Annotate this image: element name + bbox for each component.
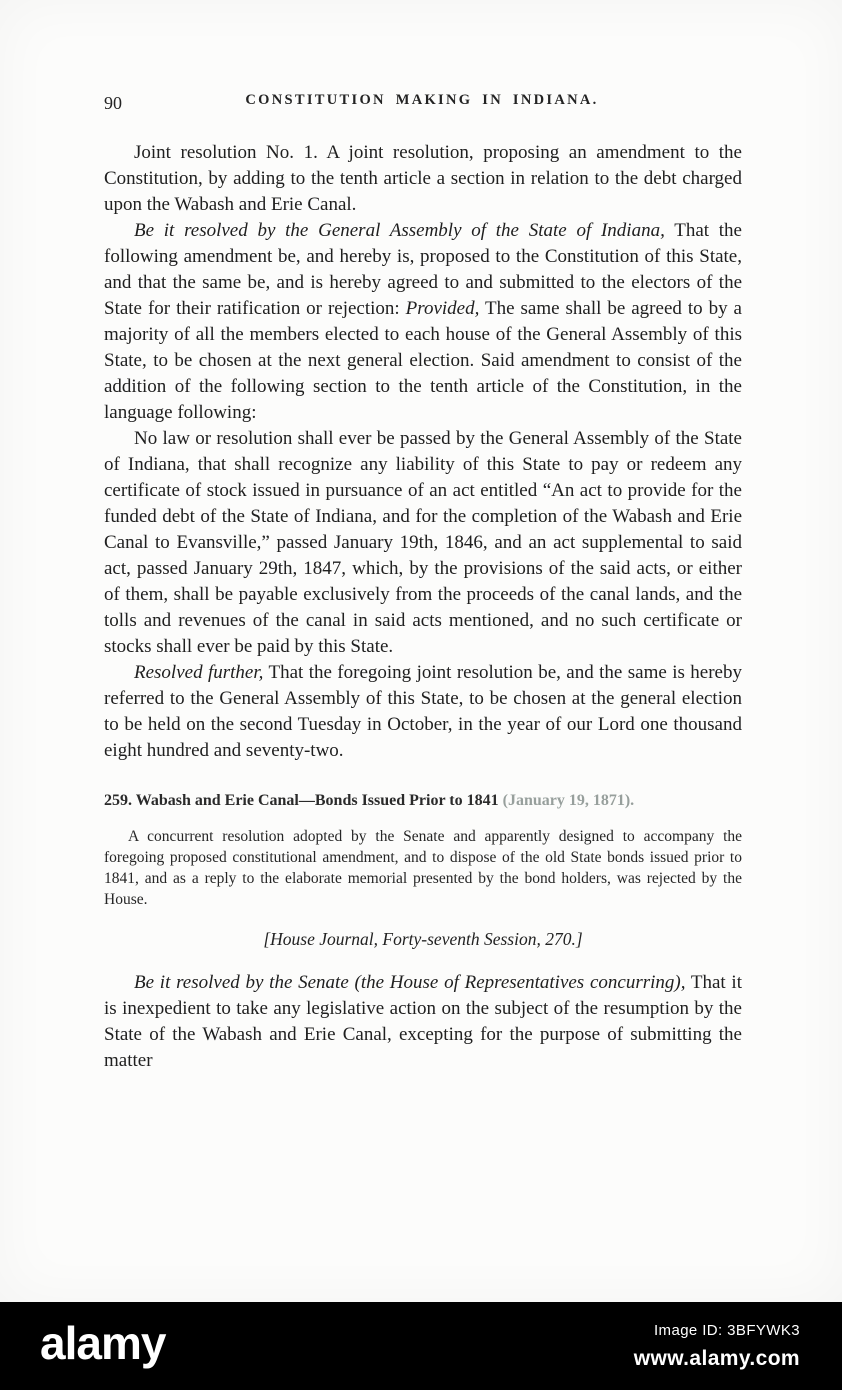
body-text-segment: That the foregoing joint resolution be, and the same is hereby referred to the General Assembly of this State, to be chosen at the general election to be held on the second Tuesday in October, in the year of our Lord one thousand eight hundred and seventy-two. — [104, 662, 742, 761]
italic-resolved-further: Resolved further, — [134, 662, 264, 683]
body-text-segment: That it is inexpedient to take any legislative action on the subject of the resumption by the State of the Wabash and Erie Canal, excepting for the purpose of submitting the matter — [104, 972, 742, 1071]
italic-provided: Provided, — [405, 298, 480, 319]
alamy-website-url: www.alamy.com — [633, 1346, 800, 1370]
italic-resolving-clause: Be it resolved by the General Assembly of the State of Indiana, — [134, 220, 665, 241]
alamy-logo: alamy — [40, 1317, 166, 1369]
house-journal-citation: [House Journal, Forty-seventh Session, 270.] — [263, 929, 583, 949]
running-header — [104, 92, 740, 116]
section-number: 259. — [104, 792, 132, 809]
body-text-segment: The same shall be agreed to by a majority of all the members elected to each house of the General Assembly of this State, to be chosen at the next general election. Said amendment to consist of the addition of the following section to the tenth article of the Constitution, in the language following: — [104, 298, 742, 423]
italic-senate-resolving-clause: Be it resolved by the Senate (the House of Representatives concurring), — [134, 972, 686, 993]
paragraph-resolved-further — [104, 660, 742, 764]
paragraph-joint-resolution: Joint resolution No. 1. A joint resolution, proposing an amendment to the Constitution, by adding to the tenth article a section in relation to the debt charged upon the Wabash and Erie Canal. — [104, 142, 742, 215]
page-body — [104, 140, 742, 1074]
editorial-note: A concurrent resolution adopted by the Senate and apparently designed to accompany the foregoing proposed constitutional amendment, and to dispose of the old State bonds issued prior to 1841, and as a reply to the elaborate memorial presented by the bond holders, was rejected by the House. — [104, 828, 742, 908]
image-id-label: Image ID: 3BFYWK3 — [653, 1321, 800, 1339]
page-number: 90 — [104, 93, 122, 113]
alamy-image-meta — [634, 1322, 800, 1371]
alamy-watermark-bar — [0, 1302, 842, 1390]
body-text-segment: That the following amendment be, and hereby is, proposed to the Constitution of this State, and that the same be, and is hereby agreed to and submitted to the electors of the State for their ratification or rejection: — [104, 220, 742, 319]
paragraph-senate-resolution — [104, 970, 742, 1074]
paragraph-no-law: No law or resolution shall ever be passed by the General Assembly of the State of Indiana, that shall recognize any liability of this State to pay or redeem any certificate of stock issued in pursuance of an act entitled “An act to provide for the funded debt of the State of Indiana, and for the completion of the Wabash and Erie Canal to Evansville,” passed January 19th, 1846, and an act supplemental to said act, passed January 29th, 1847, which, by the provisions of the said acts, or either of them, shall be payable exclusively from the proceeds of the canal lands, and the tolls and revenues of the canal in said acts mentioned, and no such certificate or stocks shall ever be paid by this State. — [104, 428, 742, 657]
running-header-title: CONSTITUTION MAKING IN INDIANA. — [245, 92, 599, 108]
section-title: Wabash and Erie Canal—Bonds Issued Prior to 1841 — [132, 792, 503, 809]
section-heading — [104, 790, 742, 812]
paragraph-be-it-resolved — [104, 218, 742, 426]
section-date: (January 19, 1871). — [502, 792, 635, 809]
